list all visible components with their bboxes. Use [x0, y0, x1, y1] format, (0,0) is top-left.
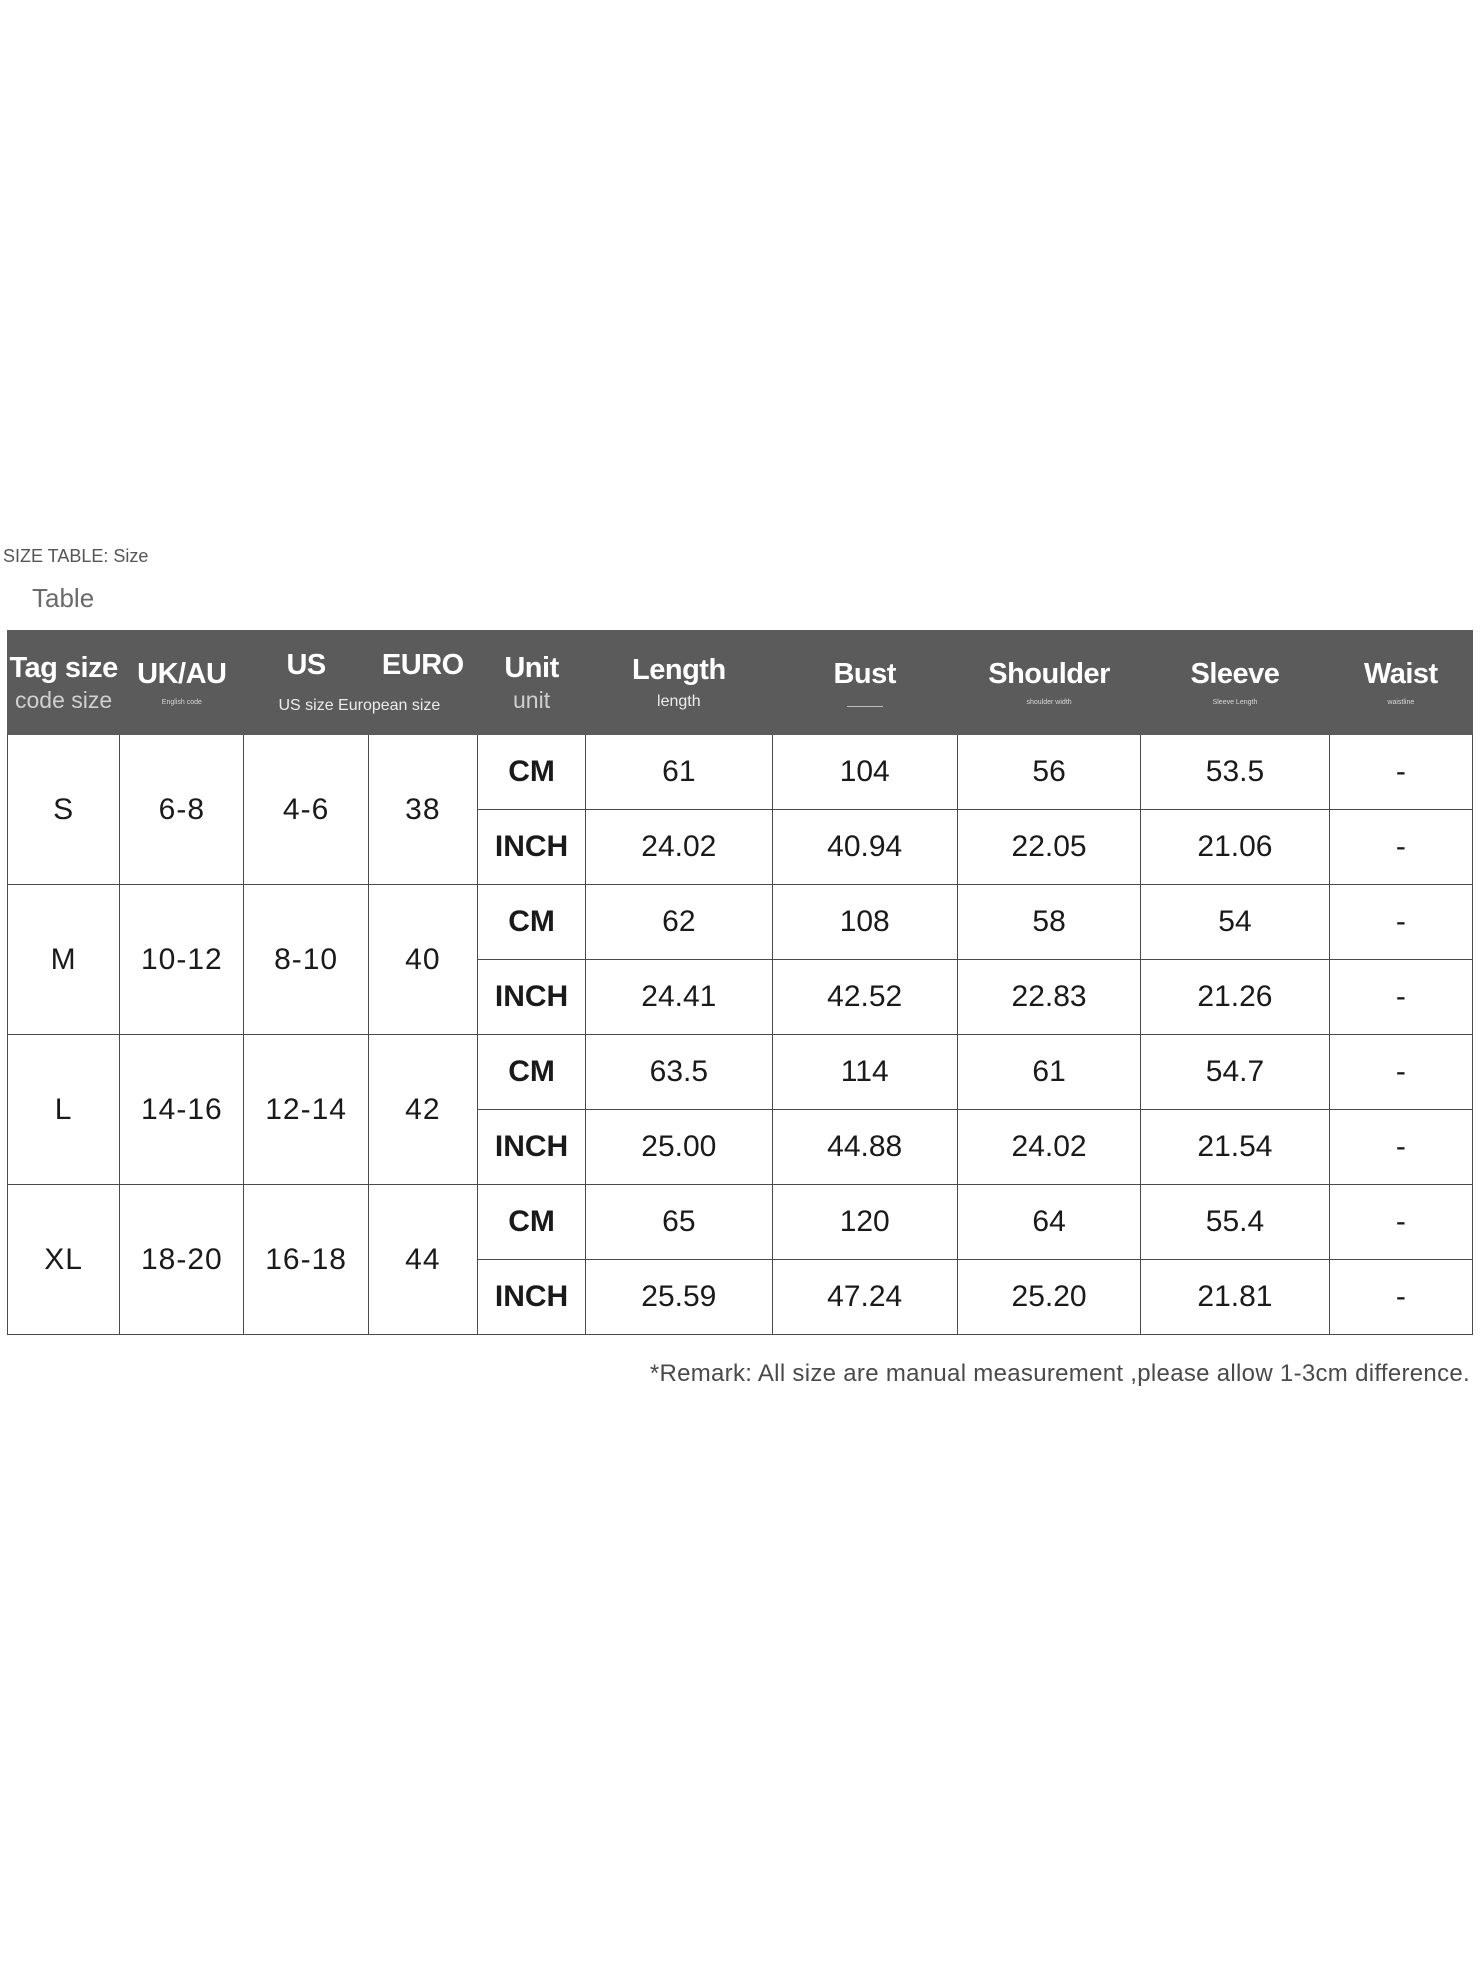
header-sleeve-sublabel: Sleeve Length: [1212, 699, 1258, 707]
waist-cell: -: [1329, 1110, 1472, 1185]
euro-cell: 42: [368, 1035, 477, 1185]
euro-cell: 38: [368, 735, 477, 885]
header-shoulder: [957, 631, 1140, 735]
header-row: [8, 631, 1473, 735]
length-cell: 24.02: [586, 810, 772, 885]
sleeve-cell: 21.54: [1141, 1110, 1329, 1185]
header-unit-label: Unit: [504, 651, 559, 684]
sleeve-cell: 54: [1141, 885, 1329, 960]
header-tag-size-sublabel: code size: [15, 686, 113, 713]
length-cell: 65: [586, 1185, 772, 1260]
size-table-title-continued: Table: [32, 583, 95, 613]
header-length-sublabel: length: [657, 692, 701, 710]
unit-cell: CM: [477, 1035, 585, 1110]
header-bust-divider: [847, 706, 883, 707]
sleeve-cell: 21.26: [1141, 960, 1329, 1035]
table-row: [8, 885, 1473, 960]
header-waist-label: Waist: [1363, 657, 1438, 690]
header-us-euro-sublabel: US size European size: [278, 697, 441, 714]
header-euro-label: EURO: [381, 649, 464, 681]
size-chart-table: [7, 630, 1473, 1335]
unit-cell: INCH: [477, 810, 585, 885]
waist-cell: -: [1329, 1035, 1472, 1110]
unit-cell: CM: [477, 885, 585, 960]
header-euro: [368, 631, 477, 735]
sleeve-cell: 53.5: [1141, 735, 1329, 810]
header-length-label: Length: [632, 653, 726, 686]
shoulder-cell: 61: [957, 1035, 1140, 1110]
unit-cell: INCH: [477, 1110, 585, 1185]
sleeve-cell: 21.81: [1141, 1260, 1329, 1335]
euro-cell: 40: [368, 885, 477, 1035]
header-uk-au-sublabel: English code: [161, 699, 202, 707]
header-uk-au-label: UK/AU: [137, 657, 227, 690]
bust-cell: 108: [772, 885, 957, 960]
header-waist-sublabel: waistline: [1387, 699, 1415, 707]
header-sleeve: [1141, 631, 1329, 735]
uk-au-cell: 10-12: [120, 885, 244, 1035]
us-cell: 8-10: [244, 885, 368, 1035]
unit-cell: INCH: [477, 960, 585, 1035]
header-uk-au: [120, 631, 244, 735]
header-tag-size-label: Tag size: [9, 651, 118, 684]
shoulder-cell: 22.83: [957, 960, 1140, 1035]
shoulder-cell: 24.02: [957, 1110, 1140, 1185]
uk-au-cell: 6-8: [120, 735, 244, 885]
remark-note: *Remark: All size are manual measurement ,please allow 1-3cm difference.: [649, 1360, 1470, 1387]
tag-size-cell: M: [8, 885, 120, 1035]
shoulder-cell: 22.05: [957, 810, 1140, 885]
tag-size-cell: S: [8, 735, 120, 885]
length-cell: 25.59: [586, 1260, 772, 1335]
waist-cell: -: [1329, 885, 1472, 960]
waist-cell: -: [1329, 1260, 1472, 1335]
bust-cell: 44.88: [772, 1110, 957, 1185]
bust-cell: 40.94: [772, 810, 957, 885]
sleeve-cell: 21.06: [1141, 810, 1329, 885]
sleeve-cell: 55.4: [1141, 1185, 1329, 1260]
shoulder-cell: 56: [957, 735, 1140, 810]
header-bust-label: Bust: [833, 658, 896, 691]
header-length: [586, 631, 772, 735]
length-cell: 24.41: [586, 960, 772, 1035]
length-cell: 63.5: [586, 1035, 772, 1110]
shoulder-cell: 58: [957, 885, 1140, 960]
header-shoulder-label: Shoulder: [988, 657, 1110, 690]
table-row: [8, 1185, 1473, 1260]
us-cell: 16-18: [244, 1185, 368, 1335]
header-shoulder-sublabel: shoulder width: [1026, 699, 1072, 707]
header-unit-sublabel: unit: [513, 686, 551, 713]
tag-size-cell: L: [8, 1035, 120, 1185]
unit-cell: INCH: [477, 1260, 585, 1335]
unit-cell: CM: [477, 1185, 585, 1260]
table-row: [8, 1035, 1473, 1110]
waist-cell: -: [1329, 960, 1472, 1035]
uk-au-cell: 14-16: [120, 1035, 244, 1185]
waist-cell: -: [1329, 810, 1472, 885]
header-unit: [477, 631, 585, 735]
us-cell: 4-6: [244, 735, 368, 885]
bust-cell: 120: [772, 1185, 957, 1260]
header-waist: [1329, 631, 1472, 735]
euro-cell: 44: [368, 1185, 477, 1335]
bust-cell: 114: [772, 1035, 957, 1110]
header-sleeve-label: Sleeve: [1190, 657, 1280, 690]
length-cell: 62: [586, 885, 772, 960]
waist-cell: -: [1329, 1185, 1472, 1260]
us-cell: 12-14: [244, 1035, 368, 1185]
shoulder-cell: 64: [957, 1185, 1140, 1260]
sleeve-cell: 54.7: [1141, 1035, 1329, 1110]
bust-cell: 104: [772, 735, 957, 810]
bust-cell: 42.52: [772, 960, 957, 1035]
table-row: [8, 735, 1473, 810]
waist-cell: -: [1329, 735, 1472, 810]
size-table-title: SIZE TABLE: Size: [3, 546, 149, 566]
header-tag-size: [8, 631, 120, 735]
header-bust: [772, 631, 957, 735]
tag-size-cell: XL: [8, 1185, 120, 1335]
header-us: [244, 631, 441, 735]
shoulder-cell: 25.20: [957, 1260, 1140, 1335]
bust-cell: 47.24: [772, 1260, 957, 1335]
uk-au-cell: 18-20: [120, 1185, 244, 1335]
unit-cell: CM: [477, 735, 585, 810]
header-us-label: US: [286, 649, 326, 681]
length-cell: 61: [586, 735, 772, 810]
length-cell: 25.00: [586, 1110, 772, 1185]
